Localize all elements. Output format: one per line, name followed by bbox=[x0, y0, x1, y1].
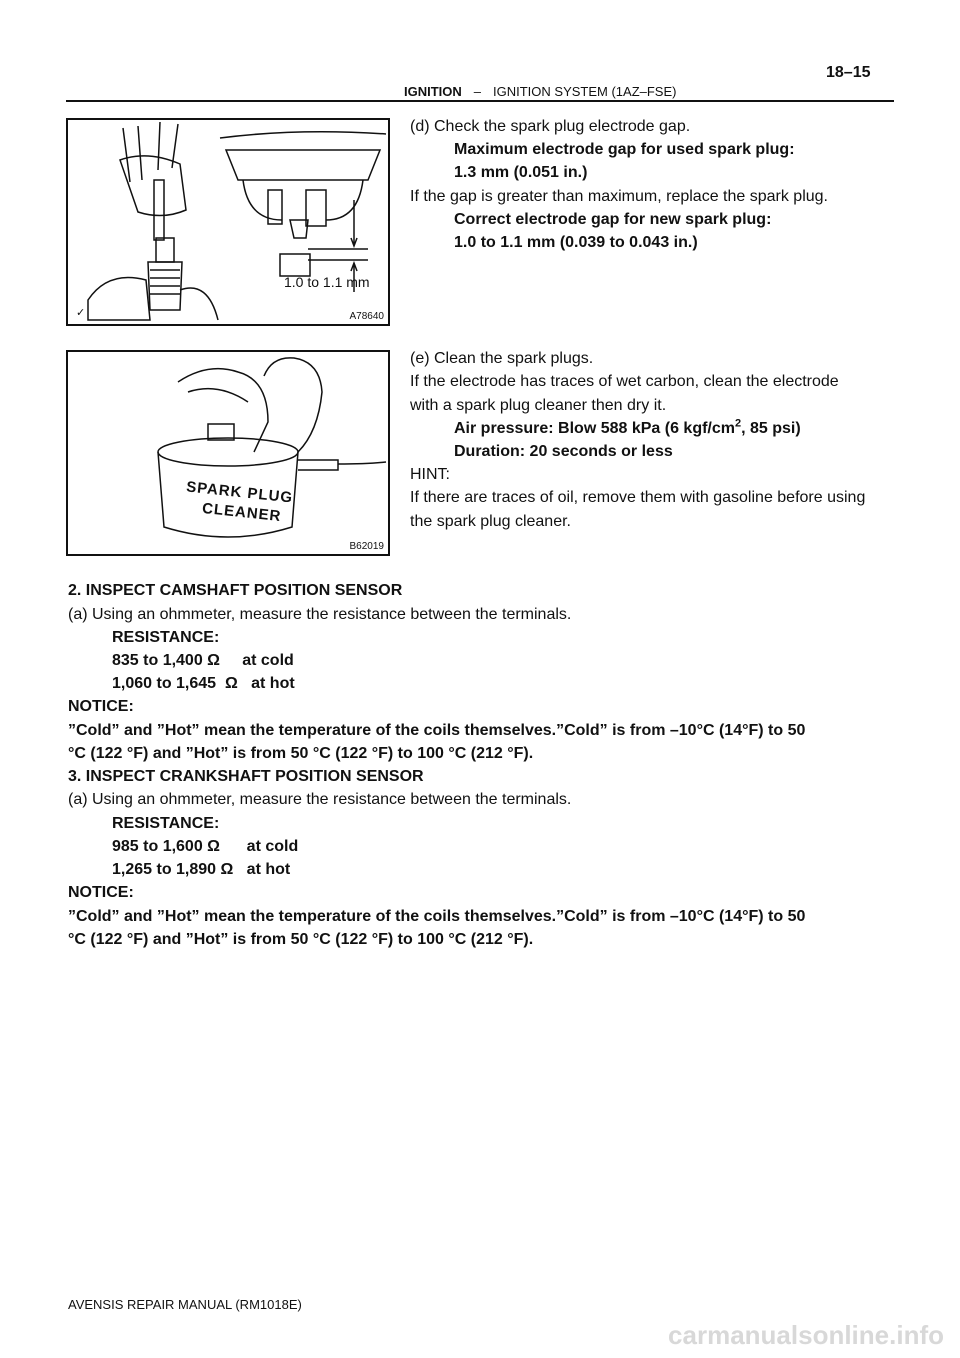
crankshaft-cold: 985 to 1,600 Ω at cold bbox=[112, 838, 299, 855]
correct-gap-label: Correct electrode gap for new spark plug: bbox=[454, 211, 772, 228]
crankshaft-resistance-label: RESISTANCE: bbox=[112, 815, 220, 832]
figure2-code: B62019 bbox=[349, 541, 384, 552]
step-e-line1: If the electrode has traces of wet carbon, clean the electrode bbox=[410, 373, 839, 390]
hint-line2: the spark plug cleaner. bbox=[410, 513, 571, 530]
spark-plug-cleaner-figure bbox=[66, 350, 390, 556]
page-number: 18–15 bbox=[826, 64, 871, 81]
header-rule bbox=[66, 100, 894, 102]
camshaft-notice-label: NOTICE: bbox=[68, 698, 134, 715]
camshaft-notice-line1: ”Cold” and ”Hot” mean the temperature of the coils themselves.”Cold” is from –10°C (14°F) to 50 bbox=[68, 722, 806, 739]
page-header bbox=[404, 84, 676, 99]
hint-label: HINT: bbox=[410, 466, 450, 483]
cleaner-label-line1: SPARK PLUG bbox=[185, 478, 294, 507]
camshaft-resistance-label: RESISTANCE: bbox=[112, 629, 220, 646]
camshaft-title: 2. INSPECT CAMSHAFT POSITION SENSOR bbox=[68, 582, 403, 599]
crankshaft-hot: 1,265 to 1,890 Ω at hot bbox=[112, 861, 291, 878]
manual-footer: AVENSIS REPAIR MANUAL (RM1018E) bbox=[68, 1297, 302, 1312]
spark-plug-gap-figure bbox=[66, 118, 390, 326]
duration-spec: Duration: 20 seconds or less bbox=[454, 443, 673, 460]
header-dash: – bbox=[473, 84, 482, 99]
svg-text:✓: ✓ bbox=[76, 306, 86, 319]
header-section: IGNITION bbox=[404, 84, 462, 99]
hint-line1: If there are traces of oil, remove them with gasoline before using bbox=[410, 489, 866, 506]
air-pressure-spec bbox=[454, 418, 801, 440]
camshaft-hot: 1,060 to 1,645 Ω at hot bbox=[112, 675, 295, 692]
max-gap-value: 1.3 mm (0.051 in.) bbox=[454, 164, 588, 181]
camshaft-notice-line2: °C (122 °F) and ”Hot” is from 50 °C (122 °F) to 100 °C (212 °F). bbox=[68, 745, 534, 762]
spark-plug-cleaner-illustration bbox=[68, 352, 388, 554]
step-d-title: (d) Check the spark plug electrode gap. bbox=[410, 118, 691, 135]
gap-note: If the gap is greater than maximum, replace the spark plug. bbox=[410, 188, 828, 205]
air-pressure-b: , 85 psi) bbox=[741, 420, 801, 437]
crankshaft-notice-line1: ”Cold” and ”Hot” mean the temperature of the coils themselves.”Cold” is from –10°C (14°F) to 50 bbox=[68, 908, 806, 925]
gap-label: 1.0 to 1.1 mm bbox=[284, 274, 370, 290]
header-subsection: IGNITION SYSTEM (1AZ–FSE) bbox=[493, 84, 677, 99]
camshaft-step: (a) Using an ohmmeter, measure the resistance between the terminals. bbox=[68, 606, 572, 623]
step-e-line2: with a spark plug cleaner then dry it. bbox=[410, 397, 667, 414]
cleaner-label-line2: CLEANER bbox=[201, 499, 283, 526]
air-pressure-a: Air pressure: Blow 588 kPa (6 kgf/cm bbox=[454, 420, 735, 437]
step-e-title: (e) Clean the spark plugs. bbox=[410, 350, 594, 367]
correct-gap-value: 1.0 to 1.1 mm (0.039 to 0.043 in.) bbox=[454, 234, 698, 251]
figure1-code: A78640 bbox=[349, 311, 384, 322]
air-pressure-sup: 2 bbox=[735, 417, 742, 430]
crankshaft-notice-label: NOTICE: bbox=[68, 884, 134, 901]
crankshaft-step: (a) Using an ohmmeter, measure the resistance between the terminals. bbox=[68, 791, 572, 808]
spark-plug-gap-illustration bbox=[68, 120, 388, 324]
watermark: carmanualsonline.info bbox=[668, 1320, 944, 1350]
crankshaft-notice-line2: °C (122 °F) and ”Hot” is from 50 °C (122 °F) to 100 °C (212 °F). bbox=[68, 931, 534, 948]
camshaft-cold: 835 to 1,400 Ω at cold bbox=[112, 652, 294, 669]
crankshaft-title: 3. INSPECT CRANKSHAFT POSITION SENSOR bbox=[68, 768, 424, 785]
max-gap-label: Maximum electrode gap for used spark plug: bbox=[454, 141, 795, 158]
